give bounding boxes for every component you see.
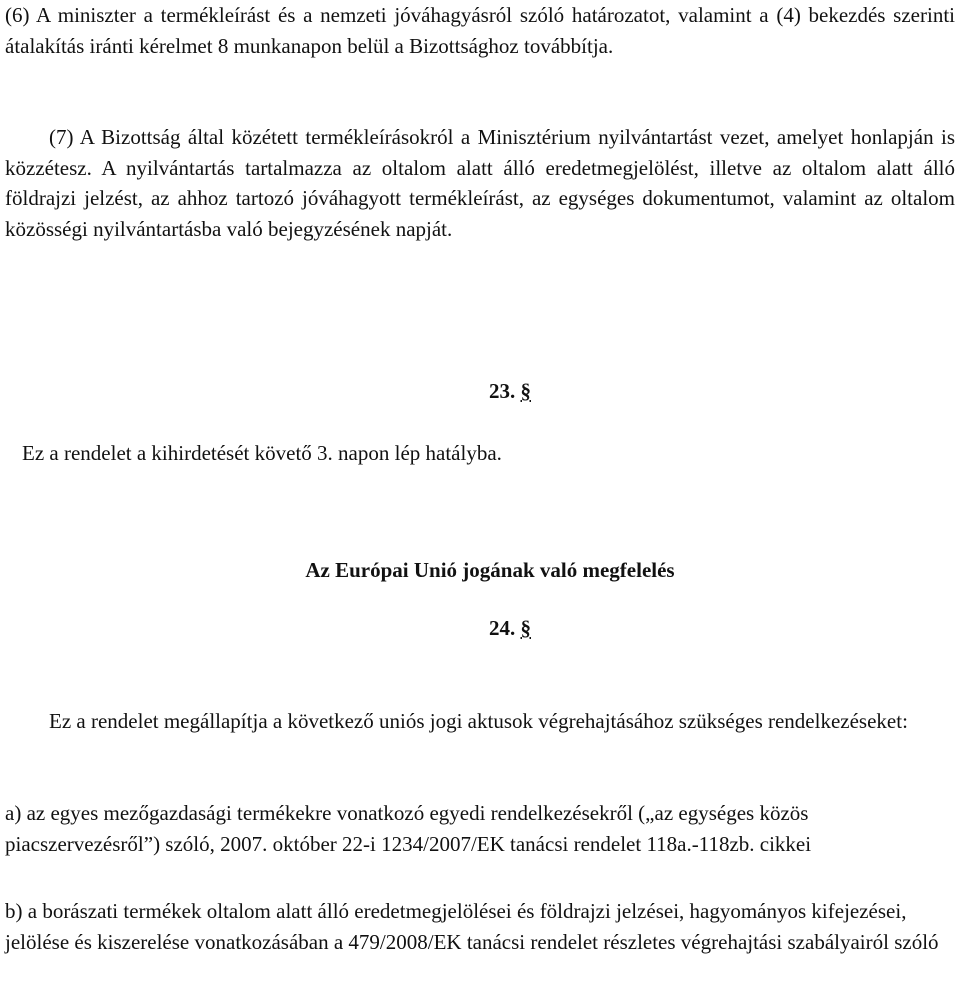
paragraph-7: (7) A Bizottság által közétett termékleírásokról a Minisztérium nyilvántartást vezet, amelyet honlapján is közzétesz. A nyilvántartás tartalmazza az oltalom alatt álló eredetmegjelölést, illetve az oltalom alatt álló földrajzi jelzést, az ahhoz tartozó jóváhagyott termékleírást, az egységes dokumentumot, valamint az oltalom közösségi nyilvántartásba való bejegyzésének napját. [5,125,955,241]
section-24-number: 24. [489,616,516,640]
section-23-text: Ez a rendelet a kihirdetését követő 3. napon lép hatályba. [22,441,502,465]
section-24-item-b: b) a borászati termékek oltalom alatt álló eredetmegjelölései és földrajzi jelzései, hagyományos kifejezései, jelölése és kiszerelése vonatkozásában a 479/2008/EK tanácsi rendelet részletes végrehajtási szabályairól szóló [5,899,939,954]
section-23-sign: § [520,379,531,403]
section-24-item-a: a) az egyes mezőgazdasági termékekre vonatkozó egyedi rendelkezésekről („az egységes közös piacszervezésről”) szóló, 2007. október 22-i 1234/2007/EK tanácsi rendelet 118a.-118zb. cikkei [5,801,812,856]
section-23-number: 23. [489,379,516,403]
section-24-intro: Ez a rendelet megállapítja a következő uniós jogi aktusok végrehajtásához szükséges rendelkezéseket: [49,709,908,733]
paragraph-6: (6) A miniszter a termékleírást és a nemzeti jóváhagyásról szóló határozatot, valamint a (4) bekezdés szerinti átalakítás iránti kérelmet 8 munkanapon belül a Bizottsághoz továbbítja. [5,3,955,58]
section-24-title [5,613,960,643]
eu-compliance-heading: Az Európai Unió jogának való megfelelés [305,558,675,582]
section-23-title [5,376,960,406]
section-24-sign: § [520,616,531,640]
